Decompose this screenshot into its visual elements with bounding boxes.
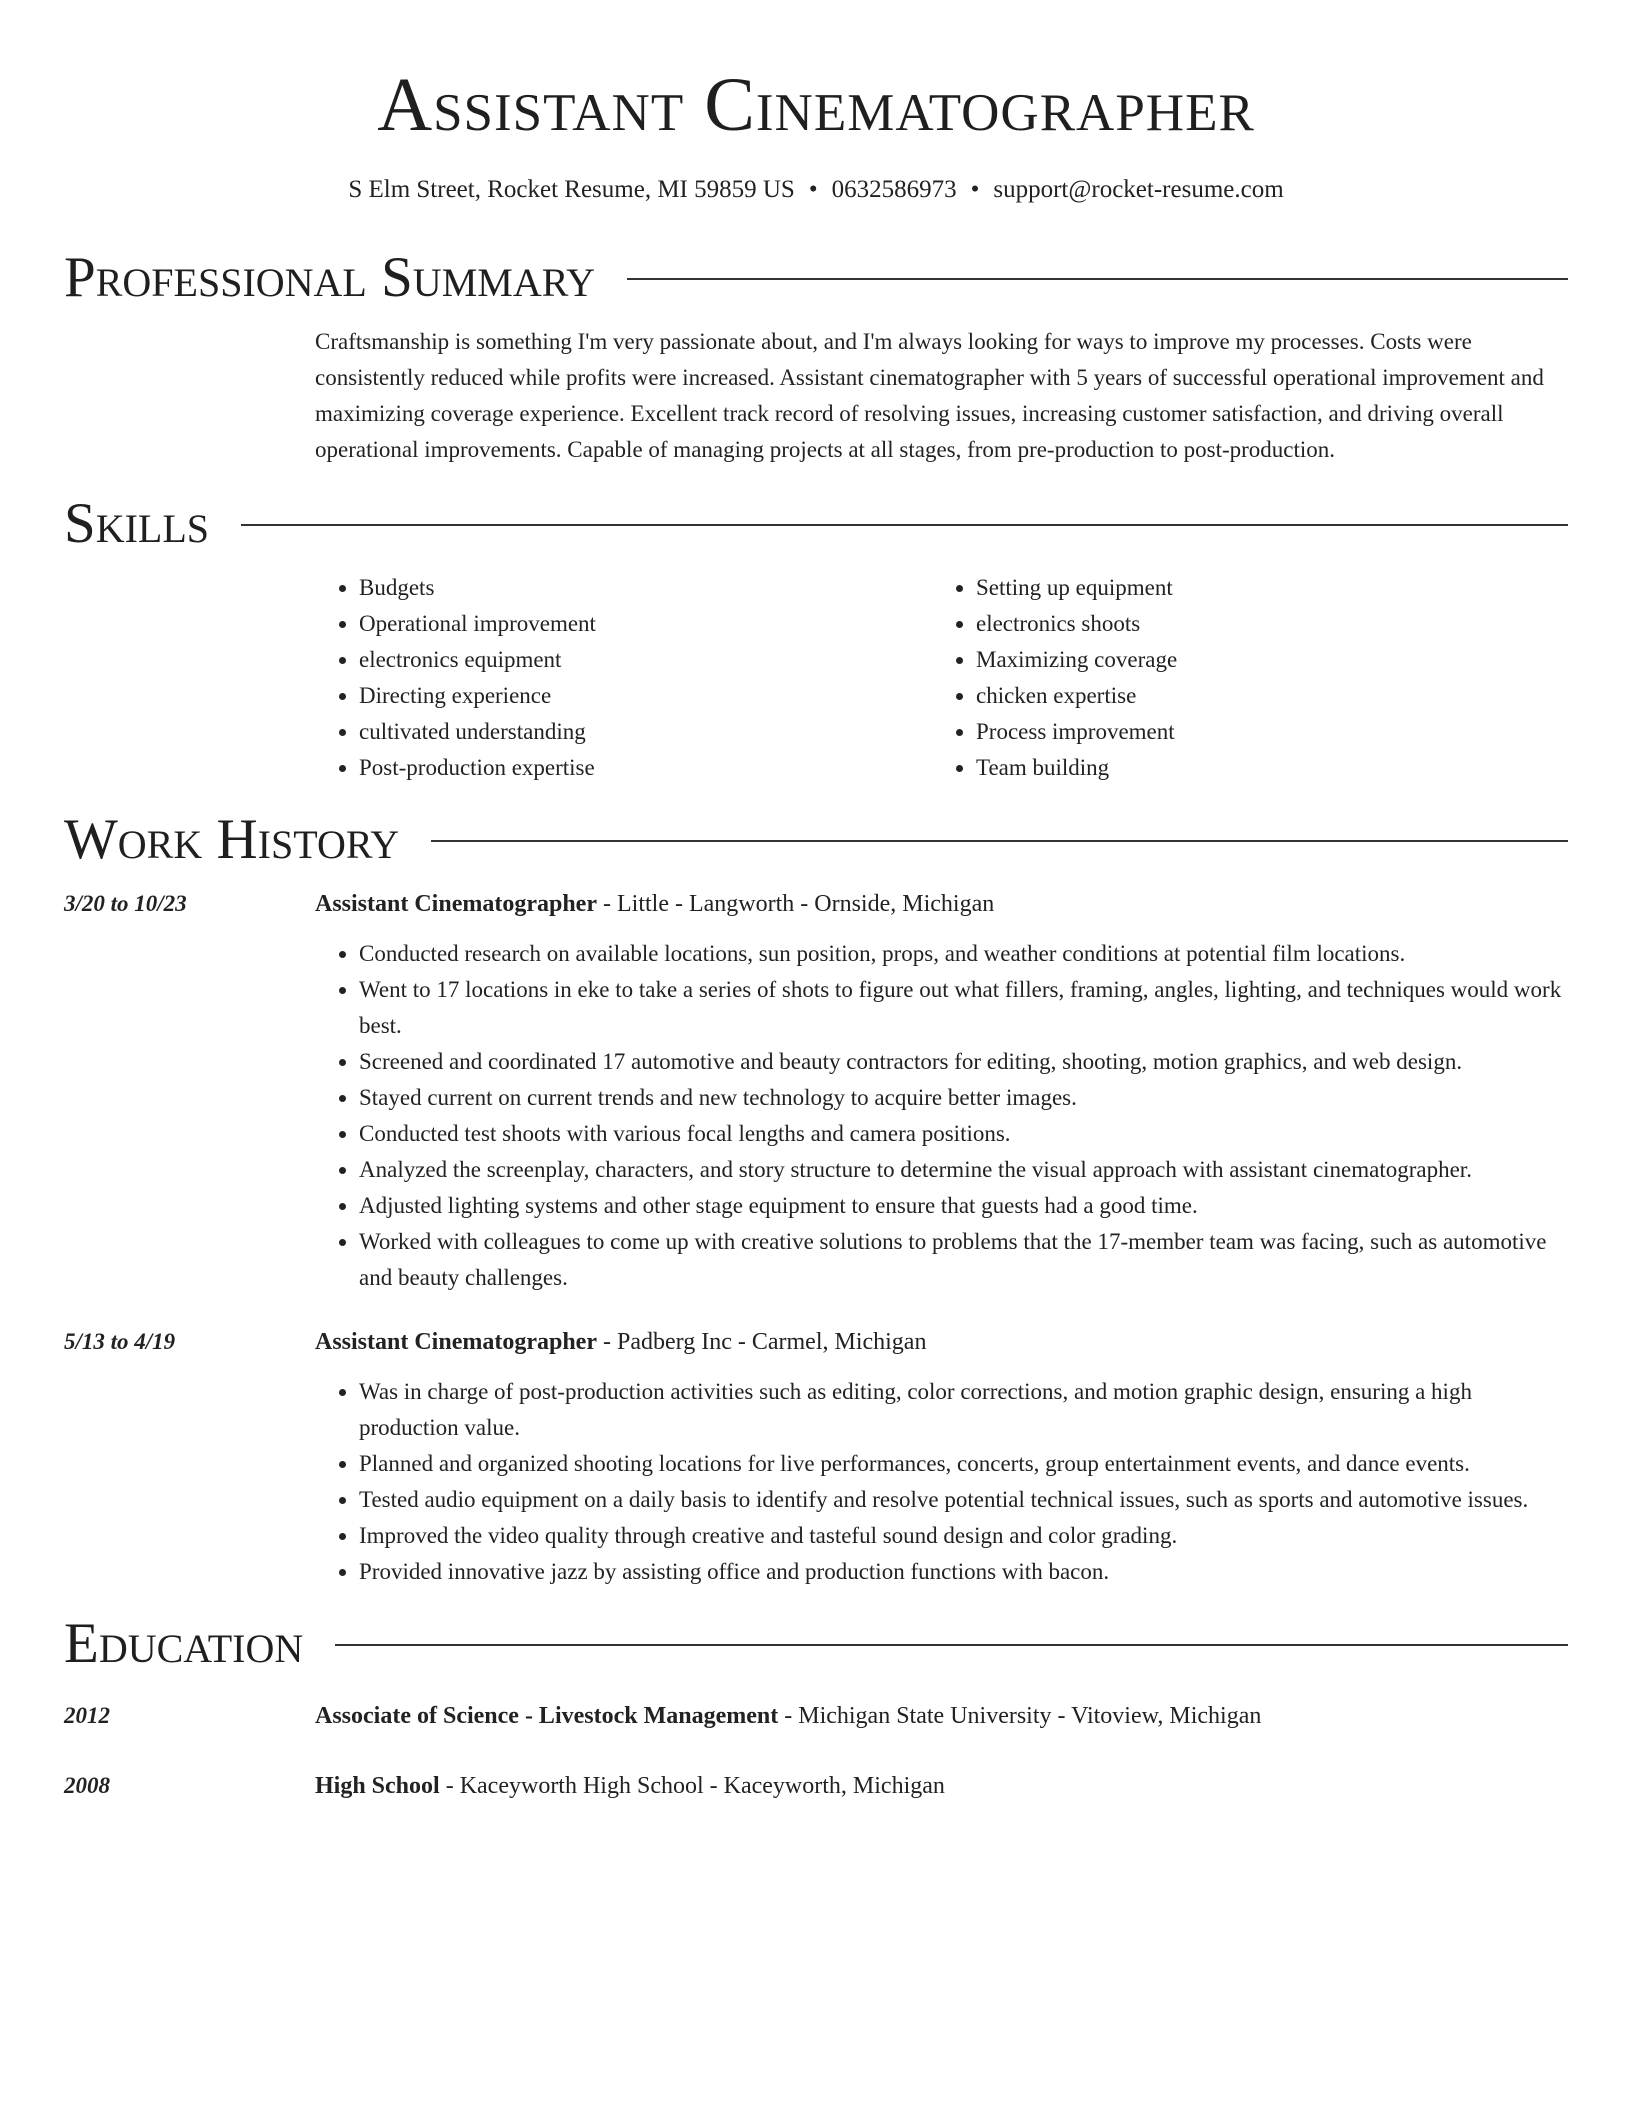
education-entry bbox=[64, 1698, 1568, 1734]
education-section-header bbox=[64, 1612, 1568, 1676]
job-bullets bbox=[315, 1374, 1568, 1590]
skill-item: • Process improvement bbox=[976, 714, 1549, 750]
education-degree: High School bbox=[315, 1773, 440, 1799]
job-bullet: • Stayed current on current trends and new technology to acquire better images. bbox=[359, 1080, 1568, 1116]
contact-line bbox=[64, 174, 1568, 206]
job-title-line bbox=[315, 886, 1568, 922]
job-bullet: • Was in charge of post-production activities such as editing, color corrections, and motion graphic design, ensuring a high production value. bbox=[359, 1374, 1568, 1446]
summary-text: Craftsmanship is something I'm very passionate about, and I'm always looking for ways to improve my processes. Costs were consistently reduced while profits were increased. Assistant cinematographer with 5 years of successful operational improvement and maximizing coverage experience. Excellent track record of resolving issues, increasing customer satisfaction, and driving overall operational improvements. Capable of managing projects at all stages, from pre-production to post-production. bbox=[315, 329, 1544, 462]
skills-heading: Skills bbox=[64, 492, 210, 555]
section-divider bbox=[627, 278, 1568, 280]
skill-item: • Setting up equipment bbox=[976, 570, 1549, 606]
job-bullet: • Conducted research on available locations, sun position, props, and weather conditions at potential film locations. bbox=[359, 936, 1568, 972]
job-bullet: • Adjusted lighting systems and other stage equipment to ensure that guests had a good time. bbox=[359, 1188, 1568, 1224]
job-details: - Little - Langworth - Ornside, Michigan bbox=[597, 891, 995, 917]
job-bullet: • Went to 17 locations in eke to take a series of shots to figure out what fillers, framing, angles, lighting, and techniques would work best. bbox=[359, 972, 1568, 1044]
job-bullet: • Screened and coordinated 17 automotive and beauty contractors for editing, shooting, motion graphics, and web design. bbox=[359, 1044, 1568, 1080]
skill-item: • Team building bbox=[976, 750, 1549, 786]
resume-page bbox=[64, 0, 1568, 1804]
contact-address: S Elm Street, Rocket Resume, MI 59859 US bbox=[348, 176, 795, 203]
section-divider bbox=[431, 840, 1568, 842]
education-degree: Associate of Science - Livestock Management bbox=[315, 1703, 779, 1729]
education-year: 2012 bbox=[64, 1703, 110, 1728]
education-details: - Michigan State University - Vitoview, Michigan bbox=[778, 1703, 1262, 1729]
job-entry bbox=[64, 886, 1568, 1296]
candidate-name: Assistant Cinematographer bbox=[377, 63, 1255, 147]
job-bullet: • Worked with colleagues to come up with creative solutions to problems that the 17-member team was facing, such as automotive and beauty challenges. bbox=[359, 1224, 1568, 1296]
contact-phone: 0632586973 bbox=[831, 176, 957, 203]
skill-item: • electronics shoots bbox=[976, 606, 1549, 642]
skill-item: • Post-production expertise bbox=[359, 750, 932, 786]
job-dates: 5/13 to 4/19 bbox=[64, 1329, 176, 1354]
summary-heading: Professional Summary bbox=[64, 246, 596, 309]
job-bullet: • Provided innovative jazz by assisting office and production functions with bacon. bbox=[359, 1554, 1568, 1590]
education-year: 2008 bbox=[64, 1773, 110, 1798]
job-body bbox=[315, 886, 1568, 1296]
skills-list bbox=[315, 570, 1568, 786]
skills-column-right bbox=[932, 570, 1549, 786]
job-title: Assistant Cinematographer bbox=[315, 1329, 597, 1355]
job-bullet: • Planned and organized shooting locations for live performances, concerts, group entertainment events, and dance events. bbox=[359, 1446, 1568, 1482]
section-divider bbox=[241, 524, 1568, 526]
education-body bbox=[315, 1768, 945, 1804]
education-entry bbox=[64, 1768, 1568, 1804]
job-body bbox=[315, 1324, 1568, 1590]
job-bullet: • Conducted test shoots with various focal lengths and camera positions. bbox=[359, 1116, 1568, 1152]
education-heading: Education bbox=[64, 1612, 304, 1675]
summary-section-header bbox=[64, 246, 1568, 310]
skill-item: • electronics equipment bbox=[359, 642, 932, 678]
contact-separator: • bbox=[970, 176, 980, 203]
contact-email: support@rocket-resume.com bbox=[993, 176, 1284, 203]
job-bullet: • Tested audio equipment on a daily basis to identify and resolve potential technical issues, such as sports and automotive issues. bbox=[359, 1482, 1568, 1518]
skill-item: • cultivated understanding bbox=[359, 714, 932, 750]
job-dates: 3/20 to 10/23 bbox=[64, 891, 187, 916]
work-heading: Work History bbox=[64, 808, 400, 871]
skill-item: • Operational improvement bbox=[359, 606, 932, 642]
section-divider bbox=[335, 1644, 1568, 1646]
job-bullet: • Analyzed the screenplay, characters, and story structure to determine the visual approach with assistant cinematographer. bbox=[359, 1152, 1568, 1188]
job-bullet: • Improved the video quality through creative and tasteful sound design and color grading. bbox=[359, 1518, 1568, 1554]
contact-separator: • bbox=[808, 176, 818, 203]
skill-item: • Budgets bbox=[359, 570, 932, 606]
job-title-line bbox=[315, 1324, 1568, 1360]
education-details: - Kaceyworth High School - Kaceyworth, Michigan bbox=[439, 1773, 945, 1799]
job-entry bbox=[64, 1324, 1568, 1590]
work-section-header bbox=[64, 808, 1568, 872]
job-title: Assistant Cinematographer bbox=[315, 891, 597, 917]
skill-item: • chicken expertise bbox=[976, 678, 1549, 714]
skills-section-header bbox=[64, 492, 1568, 556]
job-bullets bbox=[315, 936, 1568, 1296]
education-body bbox=[315, 1698, 1261, 1734]
skill-item: • Maximizing coverage bbox=[976, 642, 1549, 678]
job-details: - Padberg Inc - Carmel, Michigan bbox=[597, 1329, 927, 1355]
skills-column-left bbox=[315, 570, 932, 786]
skill-item: • Directing experience bbox=[359, 678, 932, 714]
